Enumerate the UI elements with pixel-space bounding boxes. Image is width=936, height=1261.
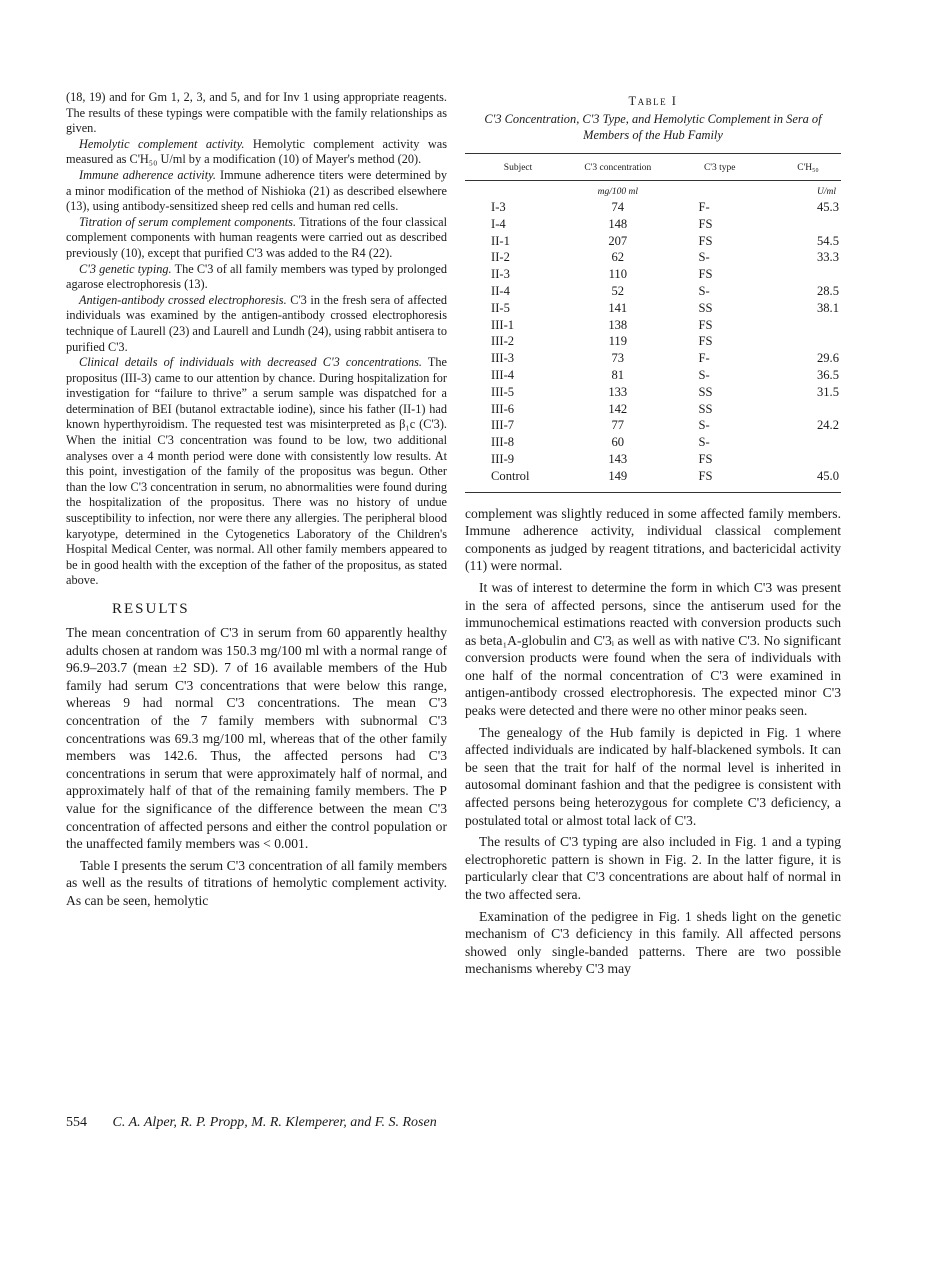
cell-ch50: 45.3 — [816, 200, 839, 214]
methods-paragraph — [66, 215, 447, 262]
cell-subject: III-8 — [491, 435, 515, 450]
cell-type: FS — [698, 267, 713, 282]
cell-type: FS — [698, 317, 713, 332]
discussion-section — [465, 505, 841, 978]
units-type — [664, 181, 774, 200]
cell-subject: III-5 — [491, 384, 515, 399]
table-block — [465, 94, 841, 493]
table-row — [465, 333, 841, 350]
cell-ch50: 45.0 — [775, 468, 841, 492]
cell-type: SS — [698, 384, 713, 399]
cell-ch50: 33.3 — [816, 250, 839, 265]
cell-type: FS — [664, 468, 774, 492]
cell-subject: III-1 — [491, 317, 515, 332]
cell-type: S- — [698, 367, 710, 382]
cell-concentration: 60 — [611, 435, 625, 450]
cell-concentration: 143 — [608, 451, 628, 466]
table-header-row — [465, 154, 841, 181]
results-section — [66, 624, 447, 910]
cell-subject: II-2 — [491, 250, 510, 265]
cell-type: F- — [698, 351, 710, 366]
cell-subject: II-3 — [491, 267, 510, 282]
cell-subject: III-7 — [491, 418, 515, 433]
cell-subject: II-5 — [491, 300, 510, 315]
cell-ch50 — [775, 434, 841, 451]
methods-paragraph — [66, 168, 447, 215]
header-type: C'3 type — [664, 154, 774, 181]
paragraph-text: Titrations of the four classical complement components with human reagents were carried out as described previously (10), except that purified C'3 was added to the R4 (22). — [66, 214, 447, 260]
cell-concentration: 138 — [608, 317, 628, 332]
body-paragraph: Examination of the pedigree in Fig. 1 sheds light on the genetic mechanism of C'3 deficiency in this family. All affected persons showed only single-banded patterns. There are two possible mechanisms whereby C'3 may — [465, 908, 841, 977]
cell-concentration: 149 — [571, 468, 664, 492]
cell-type: FS — [698, 451, 713, 466]
cell-ch50 — [775, 333, 841, 350]
subsection-heading: Titration of serum complement components. — [79, 214, 297, 229]
page-number: 554 — [66, 1115, 87, 1130]
cell-ch50: 31.5 — [816, 384, 839, 399]
paragraph-text: Immune adherence titers were determined by a minor modification of the method of Nishioka (21) as described elsewhere (13), using antibody-sensitized sheep red cells and human red cells. — [66, 167, 447, 214]
cell-ch50: 54.5 — [816, 233, 839, 248]
cell-subject: III-4 — [491, 367, 515, 382]
cell-subject: II-4 — [491, 283, 510, 298]
cell-type: F- — [698, 200, 710, 214]
units-ch50: U/ml — [816, 187, 836, 197]
data-table — [465, 153, 841, 493]
cell-concentration: 207 — [608, 233, 628, 248]
table-row — [465, 417, 841, 434]
cell-concentration: 110 — [608, 267, 627, 282]
paragraph-text: Hemolytic complement activity was measured as C'H₅₀ U/ml by a modification (10) of Mayer's method (20). — [66, 136, 447, 167]
table-row — [465, 367, 841, 384]
cell-concentration: 142 — [608, 401, 628, 416]
cell-type: S- — [698, 418, 710, 433]
body-paragraph: The results of C'3 typing are also included in Fig. 1 and a typing electrophoretic pattern is shown in Fig. 2. In the latter figure, it is particularly clear that C'3 concentrations are about half of normal in the two affected sera. — [465, 834, 841, 903]
header-concentration: C'3 concentration — [571, 154, 664, 181]
cell-concentration: 62 — [611, 250, 625, 265]
cell-ch50 — [775, 216, 841, 233]
body-paragraph: The genealogy of the Hub family is depicted in Fig. 1 where affected individuals are indicated by half-blackened symbols. It can be seen that the trait for half of the normal level is inherited in autosomal dominant fashion and that the pedigree is consistent with affected persons being heterozygous for complete C'3 deficiency, a postulated total or almost total lack of C'3. — [465, 724, 841, 828]
subsection-heading: Hemolytic complement activity. — [79, 136, 245, 151]
subsection-heading: C'3 genetic typing. — [79, 261, 172, 276]
methods-paragraph — [66, 137, 447, 168]
paragraph-text: The propositus (III-3) came to our attention by chance. During hospitalization for investigation for “failure to thrive” a serum sample was dispatched for a determination of BEI (butanol extractable iodine), since his father (II-1) had known hyperthyroidism. The requested test was misinterpreted as β₁c (C'3). When the initial C'3 concentration was found to be low, two additional analyses over a 4 month period were done with consistently low results. At this point, investigation of the family of the propositus was begun. Other than the low C'3 concentration in serum, no abnormalities were found during the hospitalization of the propositus. There was no history of undue susceptibility to infection, nor were there any allergies. The peripheral blood karyotype, determined in the Cytogenetics Laboratory of the Children's Hospital Medical Center, was normal. All other family members appeared to be in good health with the exception of the father of the propositus, as stated above. — [66, 355, 447, 588]
cell-type: S- — [698, 283, 710, 298]
table-units-row — [465, 181, 841, 200]
table-row — [465, 216, 841, 233]
cell-concentration: 77 — [611, 418, 625, 433]
table-row — [465, 434, 841, 451]
cell-concentration: 148 — [608, 216, 628, 231]
cell-ch50 — [775, 401, 841, 418]
cell-subject: I-4 — [491, 216, 506, 231]
cell-subject: III-9 — [491, 451, 515, 466]
cell-ch50: 29.6 — [816, 351, 839, 366]
cell-ch50: 38.1 — [816, 300, 839, 315]
methods-paragraph: (18, 19) and for Gm 1, 2, 3, and 5, and for Inv 1 using appropriate reagents. The results of these typings were compatible with the family relationships as given. — [66, 90, 447, 136]
methods-paragraph — [66, 262, 447, 293]
cell-concentration: 81 — [611, 367, 625, 382]
cell-concentration: 74 — [611, 200, 625, 214]
page-footer — [66, 1115, 846, 1131]
cell-concentration: 133 — [608, 384, 628, 399]
table-row — [465, 401, 841, 418]
running-authors: C. A. Alper, R. P. Propp, M. R. Klemperer, and F. S. Rosen — [112, 1115, 437, 1130]
body-paragraph: It was of interest to determine the form in which C'3 was present in the sera of affected persons, since the antiserum used for the immunochemical estimations reacted with conversion products such as beta₁A-globulin and C'3ᵢ as well as with native C'3. No significant conversion products were found when the sera of individuals with one half of the normal concentration of C'3 were examined in antigen-antibody crossed electrophoresis. The expected minor C'3 peaks were detected and there were no other minor peaks seen. — [465, 579, 841, 719]
subsection-heading: Immune adherence activity. — [79, 167, 216, 182]
cell-subject: II-1 — [491, 233, 510, 248]
subsection-heading: Clinical details of individuals with decreased C'3 concentrations. — [79, 355, 422, 370]
cell-subject: Control — [465, 468, 571, 492]
table-row — [465, 233, 841, 250]
left-column — [66, 90, 447, 914]
table-row — [465, 300, 841, 317]
header-ch50: C'H₅₀ — [775, 154, 841, 181]
table-label: Table I — [628, 94, 678, 108]
cell-type: SS — [698, 401, 713, 416]
table-row — [465, 384, 841, 401]
cell-type: FS — [698, 216, 713, 231]
table-row — [465, 199, 841, 216]
table-row — [465, 249, 841, 266]
methods-paragraph — [66, 355, 447, 589]
cell-ch50 — [775, 317, 841, 334]
cell-ch50 — [775, 266, 841, 283]
cell-type: S- — [698, 250, 710, 265]
table-row — [465, 451, 841, 468]
units-subject — [465, 181, 571, 200]
cell-type: SS — [698, 300, 713, 315]
results-paragraph: The mean concentration of C'3 in serum from 60 apparently healthy adults chosen at random was 150.3 mg/100 ml with a normal range of 96.9–203.7 (mean ±2 SD). 7 of 16 available members of the Hub family had serum C'3 concentrations that were below this range, whereas 9 had normal C'3 concentrations. The mean C'3 concentration of the 7 family members with subnormal C'3 concentrations was 69.3 mg/100 ml, whereas that of the other family members was 142.6. Thus, the affected persons had C'3 concentrations in serum that were approximately half of normal, and approximately half of that of the remaining family members. The P value for the significance of the difference between the mean C'3 concentration of affected persons and either the control population or the unaffected family members was < 0.001. — [66, 625, 447, 852]
cell-ch50 — [775, 451, 841, 468]
table-body — [465, 181, 841, 493]
cell-ch50: 28.5 — [816, 283, 839, 298]
table-row — [465, 283, 841, 300]
methods-paragraph — [66, 293, 447, 355]
header-subject: Subject — [465, 154, 571, 181]
cell-subject: III-6 — [491, 401, 515, 416]
cell-subject: III-2 — [491, 334, 515, 349]
results-paragraph: Table I presents the serum C'3 concentration of all family members as well as the results of titrations of hemolytic complement activity. As can be seen, hemolytic — [66, 857, 447, 908]
cell-subject: III-3 — [491, 351, 515, 366]
cell-subject: I-3 — [491, 200, 506, 214]
subsection-heading: Antigen-antibody crossed electrophoresis. — [79, 292, 287, 307]
cell-concentration: 119 — [608, 334, 627, 349]
cell-ch50: 24.2 — [816, 418, 839, 433]
cell-concentration: 73 — [611, 351, 625, 366]
cell-concentration: 52 — [611, 283, 625, 298]
table-row — [465, 468, 841, 492]
table-row — [465, 266, 841, 283]
paragraph-text: The C'3 of all family members was typed by prolonged agarose electrophoresis (13). — [66, 261, 447, 292]
table-row — [465, 350, 841, 367]
paragraph-text: C'3 in the fresh sera of affected individuals was examined by the antigen-antibody crossed electrophoresis technique of Laurell (23) and Laurell and Lundh (24), using rabbit antisera to purified C'3. — [66, 292, 447, 354]
results-heading: RESULTS — [112, 601, 190, 617]
cell-type: FS — [698, 233, 713, 248]
cell-type: FS — [698, 334, 713, 349]
cell-type: S- — [698, 435, 710, 450]
body-paragraph: complement was slightly reduced in some affected family members. Immune adherence activity, individual classical complement components as judged by reagent titrations, and bactericidal activity (11) were normal. — [465, 505, 841, 574]
cell-ch50: 36.5 — [816, 367, 839, 382]
table-row — [465, 317, 841, 334]
units-concentration: mg/100 ml — [597, 187, 638, 197]
cell-concentration: 141 — [608, 300, 628, 315]
table-caption: C'3 Concentration, C'3 Type, and Hemolytic Complement in Sera of Members of the Hub Family — [484, 112, 822, 142]
right-column — [465, 90, 841, 982]
methods-section — [66, 90, 447, 589]
